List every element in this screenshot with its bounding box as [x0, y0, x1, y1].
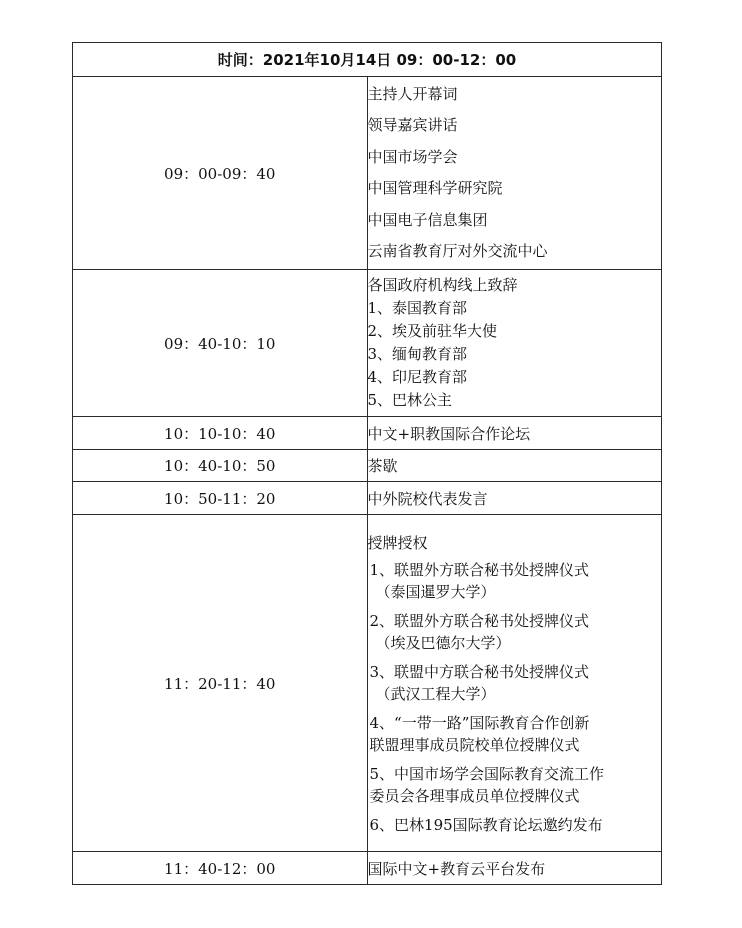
agenda-item: 云南省教育厅对外交流中心 [367, 242, 548, 260]
table-row [73, 450, 662, 482]
time-slot: 09：00-09：40 [73, 77, 368, 270]
time-slot: 11：40-12：00 [73, 852, 368, 885]
header-row [73, 43, 662, 77]
agenda-item: 2、埃及前驻华大使 [367, 322, 498, 340]
agenda-item: 中文+职教国际合作论坛 [367, 424, 531, 443]
agenda-item: 各国政府机构线上致辞 [367, 276, 518, 294]
agenda-item: 中外院校代表发言 [367, 489, 488, 508]
agenda-item: 茶歇 [367, 457, 398, 475]
agenda-item: 5、巴林公主 [367, 391, 453, 409]
time-slot: 10：50-11：20 [73, 482, 368, 515]
table-row [73, 77, 662, 270]
time-slot: 10：40-10：50 [73, 450, 368, 482]
agenda-item: 主持人开幕词 [367, 84, 458, 103]
agenda-item: 中国市场学会 [367, 147, 458, 166]
ceremony-line: （武汉工程大学） [375, 685, 496, 703]
agenda-item: 国际中文+教育云平台发布 [367, 859, 546, 878]
ceremony-line: 6、巴林195国际教育论坛邀约发布 [369, 816, 603, 834]
ceremony-line: 1、联盟外方联合秘书处授牌仪式 [369, 561, 590, 579]
agenda-item: 3、缅甸教育部 [367, 345, 468, 363]
table-row [73, 270, 662, 417]
schedule-page [72, 42, 662, 885]
agenda-title: 授牌授权 [367, 534, 428, 552]
agenda-cell [367, 270, 662, 417]
agenda-item: 中国电子信息集团 [367, 210, 488, 229]
agenda-item: 中国管理科学研究院 [367, 179, 503, 197]
table-row [73, 515, 662, 852]
ceremony-line: 5、中国市场学会国际教育交流工作 [369, 765, 605, 783]
time-slot: 11：20-11：40 [73, 515, 368, 852]
agenda-cell [367, 77, 662, 270]
ceremony-item [368, 606, 662, 657]
ceremony-line: 2、联盟外方联合秘书处授牌仪式 [369, 612, 590, 630]
agenda-cell [367, 417, 662, 450]
agenda-item: 4、印尼教育部 [367, 368, 468, 386]
ceremony-line: （泰国暹罗大学） [375, 583, 496, 601]
ceremony-item [368, 555, 662, 606]
ceremony-line: 3、联盟中方联合秘书处授牌仪式 [369, 663, 590, 681]
agenda-item: 1、泰国教育部 [367, 299, 468, 317]
ceremony-line: 4、“一带一路”国际教育合作创新 [369, 714, 590, 732]
table-row [73, 482, 662, 515]
table-row [73, 852, 662, 885]
ceremony-item [368, 759, 662, 810]
ceremony-line: （埃及巴德尔大学） [375, 634, 511, 652]
agenda-cell [367, 450, 662, 482]
agenda-cell [367, 515, 662, 852]
agenda-cell [367, 852, 662, 885]
time-slot: 09：40-10：10 [73, 270, 368, 417]
schedule-header: 时间：2021年10月14日 09：00-12：00 [73, 43, 662, 77]
ceremony-line: 委员会各理事成员单位授牌仪式 [369, 787, 580, 805]
ceremony-item [368, 708, 662, 759]
table-row [73, 417, 662, 450]
ceremony-line: 联盟理事成员院校单位授牌仪式 [369, 736, 580, 754]
time-slot: 10：10-10：40 [73, 417, 368, 450]
schedule-table [72, 42, 662, 885]
ceremony-item [368, 810, 662, 839]
ceremony-item [368, 657, 662, 708]
agenda-cell [367, 482, 662, 515]
agenda-item: 领导嘉宾讲话 [367, 116, 458, 134]
